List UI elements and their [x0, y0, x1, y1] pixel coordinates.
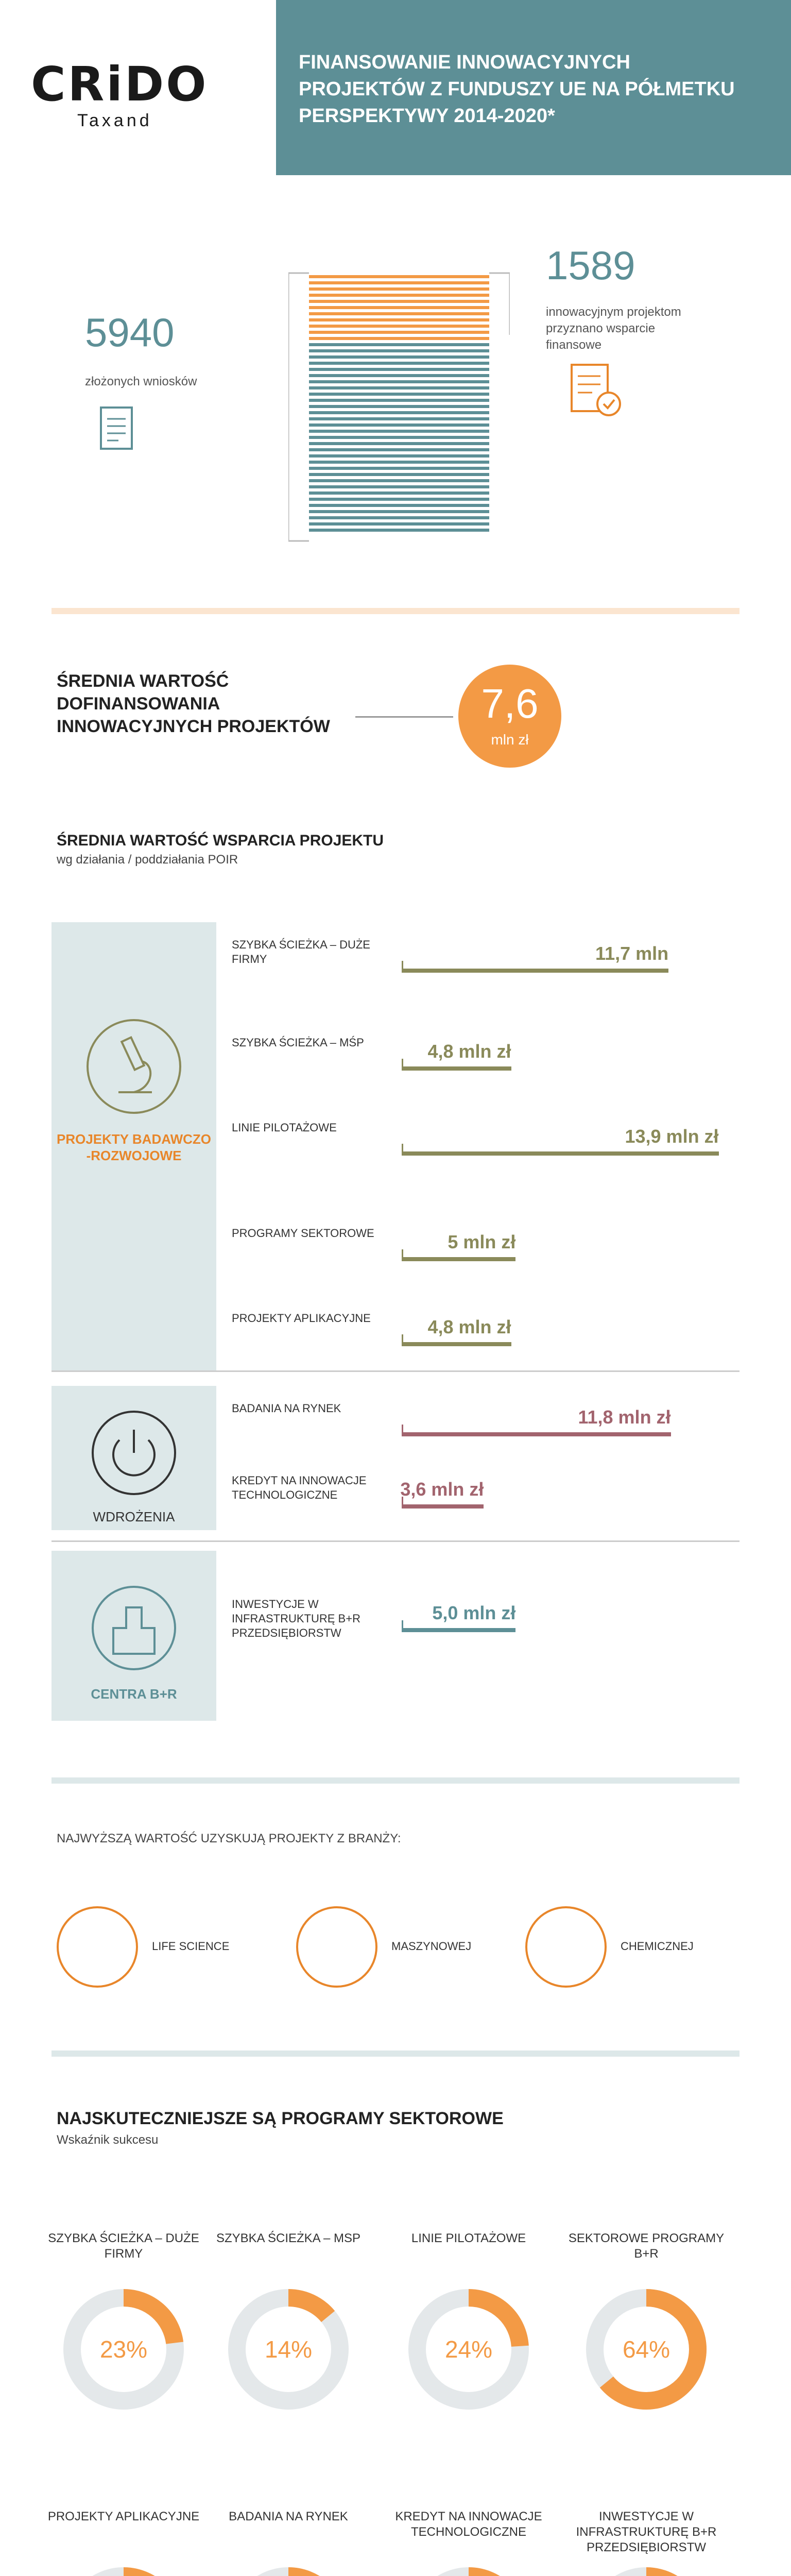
group-label-centers: CENTRA B+R — [91, 1686, 177, 1702]
section-divider — [51, 1777, 740, 1784]
funded-count: 1589 — [546, 243, 635, 288]
bar — [402, 1342, 511, 1346]
donut-chart — [407, 2287, 530, 2411]
bar-category-label: LINIE PILOTAŻOWE — [232, 1121, 337, 1134]
submitted-label: złożonych wniosków — [85, 375, 197, 388]
avg-funding-value: 7,6 — [481, 681, 539, 726]
stripe — [309, 306, 489, 309]
bar — [402, 1257, 515, 1261]
industries-title: NAJWYŻSZĄ WARTOŚĆ UZYSKUJĄ PROJEKTY Z BRANŻY: — [57, 1832, 401, 1845]
stripe — [309, 411, 489, 414]
stripe — [309, 343, 489, 346]
bar-value-label: 5,0 mln zł — [432, 1602, 516, 1623]
industry-label: CHEMICZNEJ — [621, 1940, 694, 1953]
stripe — [309, 498, 489, 501]
stripe — [309, 485, 489, 488]
document-icon — [98, 404, 139, 456]
stripe — [309, 325, 489, 328]
group-label-impl: WDROŻENIA — [93, 1509, 175, 1524]
bar-value-label: 4,8 mln zł — [427, 1316, 511, 1337]
donut-category-label: SZYBKA ŚCIEŻKA – DUŻE FIRMY — [48, 2231, 199, 2261]
bar — [402, 1504, 484, 1509]
success-title: NAJSKUTECZNIEJSZE SĄ PROGRAMY SEKTOROWE — [57, 2109, 504, 2128]
approved-document-icon — [566, 361, 628, 422]
donut-value-label: 64% — [622, 2336, 670, 2363]
applications-stripes-graphic — [288, 268, 510, 546]
stripe — [309, 362, 489, 365]
donut-category-label: LINIE PILOTAŻOWE — [411, 2231, 526, 2245]
stripe — [309, 300, 489, 303]
stripe — [309, 467, 489, 470]
bar — [402, 1151, 719, 1156]
stripe — [309, 318, 489, 321]
donut-chart — [227, 2566, 350, 2576]
stripe — [309, 479, 489, 482]
industry-label: MASZYNOWEJ — [391, 1940, 472, 1953]
stripe — [309, 355, 489, 359]
stripe — [309, 473, 489, 476]
test-tube-icon — [525, 1906, 607, 1988]
group-divider — [51, 1370, 740, 1372]
section-divider — [51, 2050, 740, 2057]
industry-label: LIFE SCIENCE — [152, 1940, 230, 1953]
stripe — [309, 461, 489, 464]
bar-category-label: SZYBKA ŚCIEŻKA – DUŻE FIRMY — [232, 938, 370, 965]
stripe — [309, 529, 489, 532]
stripe — [309, 522, 489, 526]
bar — [402, 1066, 511, 1071]
bar — [402, 1628, 515, 1632]
logo: CRiDO — [31, 57, 209, 112]
bar-value-label: 4,8 mln zł — [427, 1041, 511, 1062]
bar-category-label: SZYBKA ŚCIEŻKA – MŚP — [232, 1036, 364, 1049]
stripe — [309, 349, 489, 352]
stripe — [309, 380, 489, 383]
bar-category-label: PROGRAMY SEKTOROWE — [232, 1227, 374, 1240]
stripe — [309, 374, 489, 377]
stripe — [309, 448, 489, 451]
donut-chart — [584, 2566, 708, 2576]
donut-chart — [62, 2566, 185, 2576]
page-title: FINANSOWANIE INNOWACYJNYCH PROJEKTÓW Z FUNDUSZY UE NA PÓŁMETKU PERSPEKTYWY 2014-2020* — [299, 52, 735, 127]
avg-funding-title: ŚREDNIA WARTOŚĆ DOFINANSOWANIA INNOWACYJNYCH PROJEKTÓW — [57, 671, 330, 736]
donut-chart — [227, 2287, 350, 2411]
microscope-icon — [82, 1015, 185, 1118]
stripe — [309, 454, 489, 457]
group-divider — [51, 1540, 740, 1542]
bar — [402, 969, 668, 973]
bar — [402, 1432, 671, 1436]
stripe — [309, 331, 489, 334]
donut-chart — [62, 2287, 185, 2411]
stripe — [309, 294, 489, 297]
bar-category-label: BADANIA NA RYNEK — [232, 1402, 341, 1415]
stripe — [309, 492, 489, 495]
stripe — [309, 442, 489, 445]
stripe — [309, 504, 489, 507]
bar-category-label: INWESTYCJE W INFRASTRUKTURĘ B+R PRZEDSIĘBIORSTW — [232, 1598, 360, 1639]
bar-value-label: 5 mln zł — [448, 1231, 516, 1252]
submitted-count: 5940 — [85, 310, 175, 355]
power-icon — [82, 1401, 185, 1504]
gears-icon — [296, 1906, 377, 1988]
donut-category-label: SZYBKA ŚCIEŻKA – MSP — [216, 2231, 361, 2245]
stripe — [309, 281, 489, 284]
donut-category-label: INWESTYCJE W INFRASTRUKTURĘ B+R PRZEDSIĘBIORSTW — [576, 2510, 717, 2554]
group-label-rd: PROJEKTY BADAWCZO -ROZWOJOWE — [57, 1131, 211, 1163]
stripe — [309, 405, 489, 408]
stripe — [309, 312, 489, 315]
bar-tick — [402, 1144, 403, 1156]
stripe — [309, 393, 489, 396]
connector-line — [355, 716, 453, 718]
donut-category-label: BADANIA NA RYNEK — [229, 2510, 348, 2523]
stripe — [309, 275, 489, 278]
support-chart-title: ŚREDNIA WARTOŚĆ WSPARCIA PROJEKTU — [57, 832, 384, 849]
stripe — [309, 423, 489, 427]
bar-value-label: 13,9 mln zł — [625, 1126, 719, 1147]
donut-category-label: SEKTOROWE PROGRAMY B+R — [568, 2231, 725, 2261]
bar-tick — [402, 961, 403, 973]
stripe — [309, 510, 489, 513]
stripe — [309, 368, 489, 371]
stripe — [309, 399, 489, 402]
bar-value-label: 11,7 mln — [595, 943, 669, 964]
donut-value-label: 14% — [264, 2336, 313, 2363]
section-divider — [51, 608, 740, 614]
logo-subtitle: Taxand — [77, 111, 152, 130]
stripe — [309, 287, 489, 291]
bar-value-label: 3,6 mln zł — [400, 1479, 484, 1500]
funded-label: innowacyjnym projektom przyznano wsparcie finansowe — [546, 305, 681, 352]
microscope-icon — [57, 1906, 138, 1988]
donut-chart — [584, 2287, 708, 2411]
bar-category-label: PROJEKTY APLIKACYJNE — [232, 1312, 371, 1325]
donut-category-label: KREDYT NA INNOWACJE TECHNOLOGICZNE — [395, 2510, 542, 2539]
avg-funding-unit: mln zł — [491, 732, 529, 748]
donut-value-label: 23% — [99, 2336, 148, 2363]
bar-value-label: 11,8 mln zł — [578, 1406, 671, 1428]
success-subtitle: Wskaźnik sukcesu — [57, 2133, 159, 2147]
donut-chart — [407, 2566, 530, 2576]
stripe — [309, 337, 489, 340]
support-chart-subtitle: wg działania / poddziałania POIR — [57, 853, 238, 867]
donut-value-label: 24% — [444, 2336, 493, 2363]
lab-building-icon — [82, 1577, 185, 1680]
stripe — [309, 417, 489, 420]
donut-category-label: PROJEKTY APLIKACYJNE — [47, 2510, 200, 2523]
stripe — [309, 430, 489, 433]
stripe — [309, 516, 489, 519]
stripe — [309, 436, 489, 439]
bar-tick — [402, 1425, 403, 1436]
bar-category-label: KREDYT NA INNOWACJE TECHNOLOGICZNE — [232, 1474, 367, 1501]
stripe — [309, 386, 489, 389]
